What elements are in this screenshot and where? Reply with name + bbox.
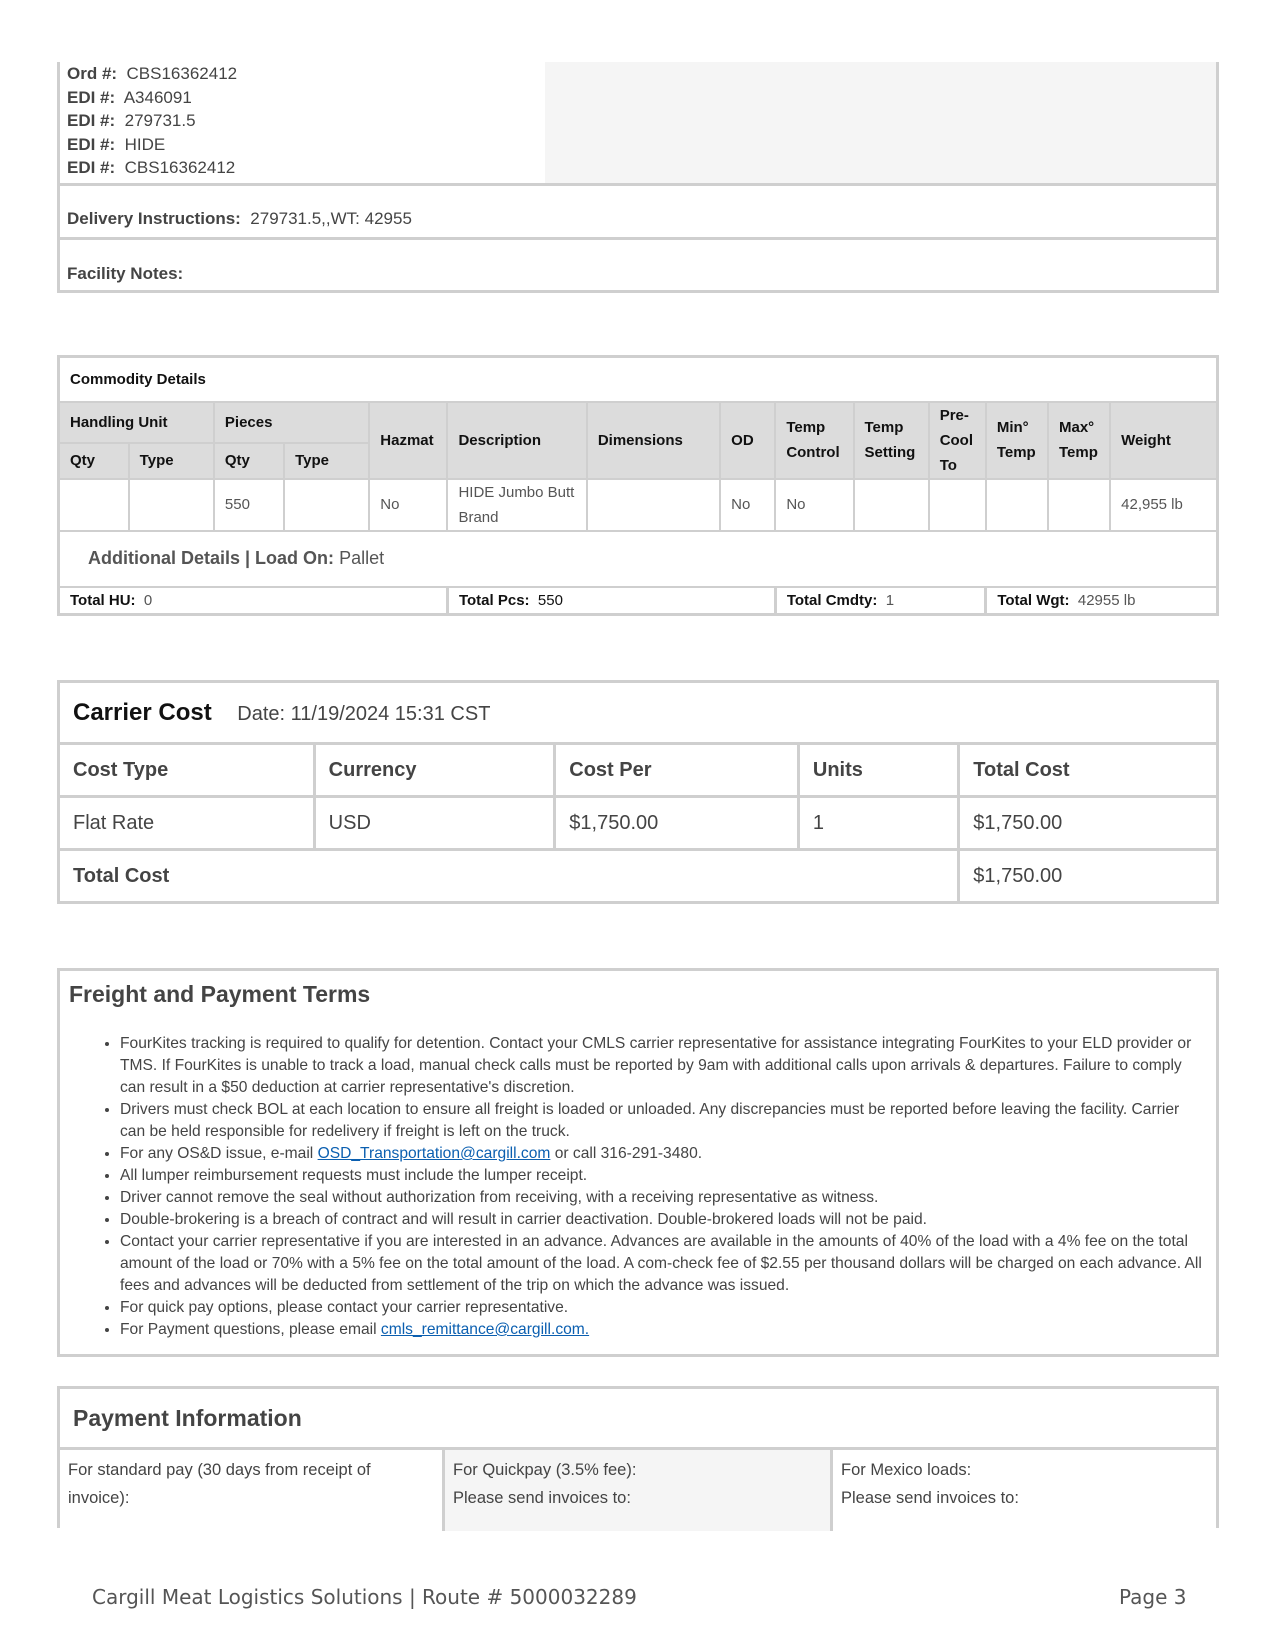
units-header: Units: [798, 744, 958, 797]
temp-control-header: Temp Control: [775, 402, 853, 479]
precool-header: Pre-Cool To: [929, 402, 986, 479]
od-cell: No: [720, 479, 775, 531]
cost-per-cell: $1,750.00: [555, 797, 799, 850]
total-cmdty: Total Cmdty: 1: [775, 587, 986, 615]
carrier-cost-date: Date: 11/19/2024 15:31 CST: [237, 702, 491, 725]
cost-header-row: [59, 744, 1218, 797]
terms-item-payment: • For Payment questions, please email cmls_remittance@cargill.com.: [120, 1319, 1206, 1341]
carrier-cost-table: [57, 680, 1219, 904]
dimensions-header: Dimensions: [587, 402, 720, 479]
pc-qty-cell: 550: [214, 479, 284, 531]
edi-number: 279731.5: [124, 111, 196, 130]
hu-type-cell: [129, 479, 214, 531]
temp-control-cell: No: [775, 479, 853, 531]
hazmat-cell: No: [369, 479, 447, 531]
edi-number: A346091: [123, 87, 192, 107]
terms-item-osd: • For any OS&D issue, e-mail OSD_Transportation@cargill.com or call 316-291-3480.: [120, 1143, 1206, 1165]
terms-item: • All lumper reimbursement requests must include the lumper receipt.: [120, 1165, 1206, 1187]
order-info-section: [57, 62, 1219, 293]
pc-type-header: Type: [284, 443, 369, 478]
units-cell: 1: [798, 797, 958, 850]
terms-list: [60, 1033, 1216, 1341]
carrier-cost-heading: [59, 682, 1218, 744]
osd-email-link[interactable]: OSD_Transportation@cargill.com: [317, 1145, 551, 1162]
temp-setting-header: Temp Setting: [854, 402, 929, 479]
commodity-title: Commodity Details: [59, 357, 1218, 402]
ref-row: EDI #: A346091: [67, 87, 192, 107]
description-header: Description: [447, 402, 586, 479]
page-number: Page 3: [1119, 1585, 1187, 1609]
max-temp-header: Max° Temp: [1048, 402, 1110, 479]
terms-item: • Driver cannot remove the seal without authorization from receiving, with a receiving representative as witness.: [120, 1187, 1206, 1209]
weight-cell: 42,955 lb: [1110, 479, 1217, 531]
ref-row: Ord #: CBS16362412: [67, 64, 238, 83]
total-cost-label: Total Cost: [59, 850, 959, 903]
total-cost-header: Total Cost: [959, 744, 1218, 797]
pieces-header: Pieces: [214, 402, 369, 444]
dimensions-cell: [587, 479, 720, 531]
handling-unit-header: Handling Unit: [59, 402, 214, 444]
total-hu: Total HU: 0: [59, 587, 448, 615]
commodity-table: [57, 355, 1219, 616]
order-refs: [60, 62, 552, 183]
ref-row: EDI #: HIDE: [67, 134, 166, 154]
min-temp-cell: [986, 479, 1048, 531]
total-cost-cell: $1,750.00: [959, 797, 1218, 850]
max-temp-cell: [1048, 479, 1110, 531]
total-wgt: Total Wgt: 42955 lb: [986, 587, 1218, 615]
terms-item: • Drivers must check BOL at each location to ensure all freight is loaded or unloaded. Any discrepancies must be reported before leaving the facility. Carrier can be held responsible for redelivery if freight is left on the truck.: [120, 1099, 1206, 1143]
temp-setting-cell: [854, 479, 929, 531]
freight-terms-title: Freight and Payment Terms: [69, 981, 371, 1007]
cost-per-header: Cost Per: [555, 744, 799, 797]
edi-number: CBS16362412: [124, 158, 236, 177]
hazmat-header: Hazmat: [369, 402, 447, 479]
min-temp-header: Min° Temp: [986, 402, 1048, 479]
blank-panel: [545, 62, 1216, 183]
hu-type-header: Type: [129, 443, 214, 478]
totals-row: [59, 587, 1218, 615]
hu-qty-cell: [59, 479, 129, 531]
cost-type-header: Cost Type: [59, 744, 315, 797]
total-cost-value: $1,750.00: [959, 850, 1218, 903]
ref-row: EDI #: 279731.5: [67, 111, 196, 130]
terms-item: • Double-brokering is a breach of contract and will result in carrier deactivation. Double-brokered loads will not be paid.: [120, 1209, 1206, 1231]
edi-number: HIDE: [124, 134, 166, 154]
hu-qty-header: Qty: [59, 443, 129, 478]
total-pcs: Total Pcs: 550: [447, 587, 775, 615]
facility-notes: Facility Notes:: [60, 237, 1216, 320]
currency-header: Currency: [314, 744, 555, 797]
footer-route: Cargill Meat Logistics Solutions | Route # 5000032289: [92, 1585, 637, 1609]
od-header: OD: [720, 402, 775, 479]
quickpay-column: For Quickpay (3.5% fee): Please send invoices to:: [445, 1447, 833, 1531]
carrier-cost-title: Carrier Cost: [73, 698, 212, 726]
terms-item: • For quick pay options, please contact your carrier representative.: [120, 1297, 1206, 1319]
standard-pay-column: For standard pay (30 days from receipt of invoice):: [60, 1447, 445, 1531]
mexico-column: For Mexico loads: Please send invoices to:: [833, 1447, 1216, 1531]
cost-row: [59, 797, 1218, 850]
ref-row: EDI #: CBS16362412: [67, 158, 236, 177]
precool-cell: [929, 479, 986, 531]
payment-info-title: Payment Information: [73, 1405, 302, 1431]
weight-header: Weight: [1110, 402, 1217, 479]
cost-total-row: [59, 850, 1218, 903]
terms-item: • FourKites tracking is required to qualify for detention. Contact your CMLS carrier representative for assistance integrating FourKites to your ELD provider or TMS. If FourKites is unable to track a load, manual check calls must be reported by 9am with additional calls upon arrivals & departures. Failure to comply can result in a $50 deduction at carrier representative's discretion.: [120, 1033, 1206, 1099]
currency-cell: USD: [314, 797, 555, 850]
payment-info-section: [57, 1386, 1219, 1528]
order-number: CBS16362412: [126, 64, 238, 83]
additional-details: Additional Details | Load On: Pallet: [59, 531, 1218, 587]
description-cell: HIDE Jumbo Butt Brand: [447, 479, 586, 531]
freight-terms-section: [57, 968, 1219, 1357]
remittance-email-link[interactable]: cmls_remittance@cargill.com.: [380, 1321, 590, 1338]
pc-type-cell: [284, 479, 369, 531]
cost-type-cell: Flat Rate: [59, 797, 315, 850]
delivery-instructions: Delivery Instructions: 279731.5,,WT: 42955: [60, 183, 1216, 263]
pc-qty-header: Qty: [214, 443, 284, 478]
commodity-row: [59, 479, 1218, 531]
terms-item: • Contact your carrier representative if you are interested in an advance. Advances are available in the amounts of 40% of the load with a 4% fee on the total amount of the load or 70% with a 5% fee on the total amount of the load. A com-check fee of $2.55 per thousand dollars will be charged on each advance. All fees and advances will be deducted from settlement of the trip on which the advance was issued.: [120, 1231, 1206, 1297]
